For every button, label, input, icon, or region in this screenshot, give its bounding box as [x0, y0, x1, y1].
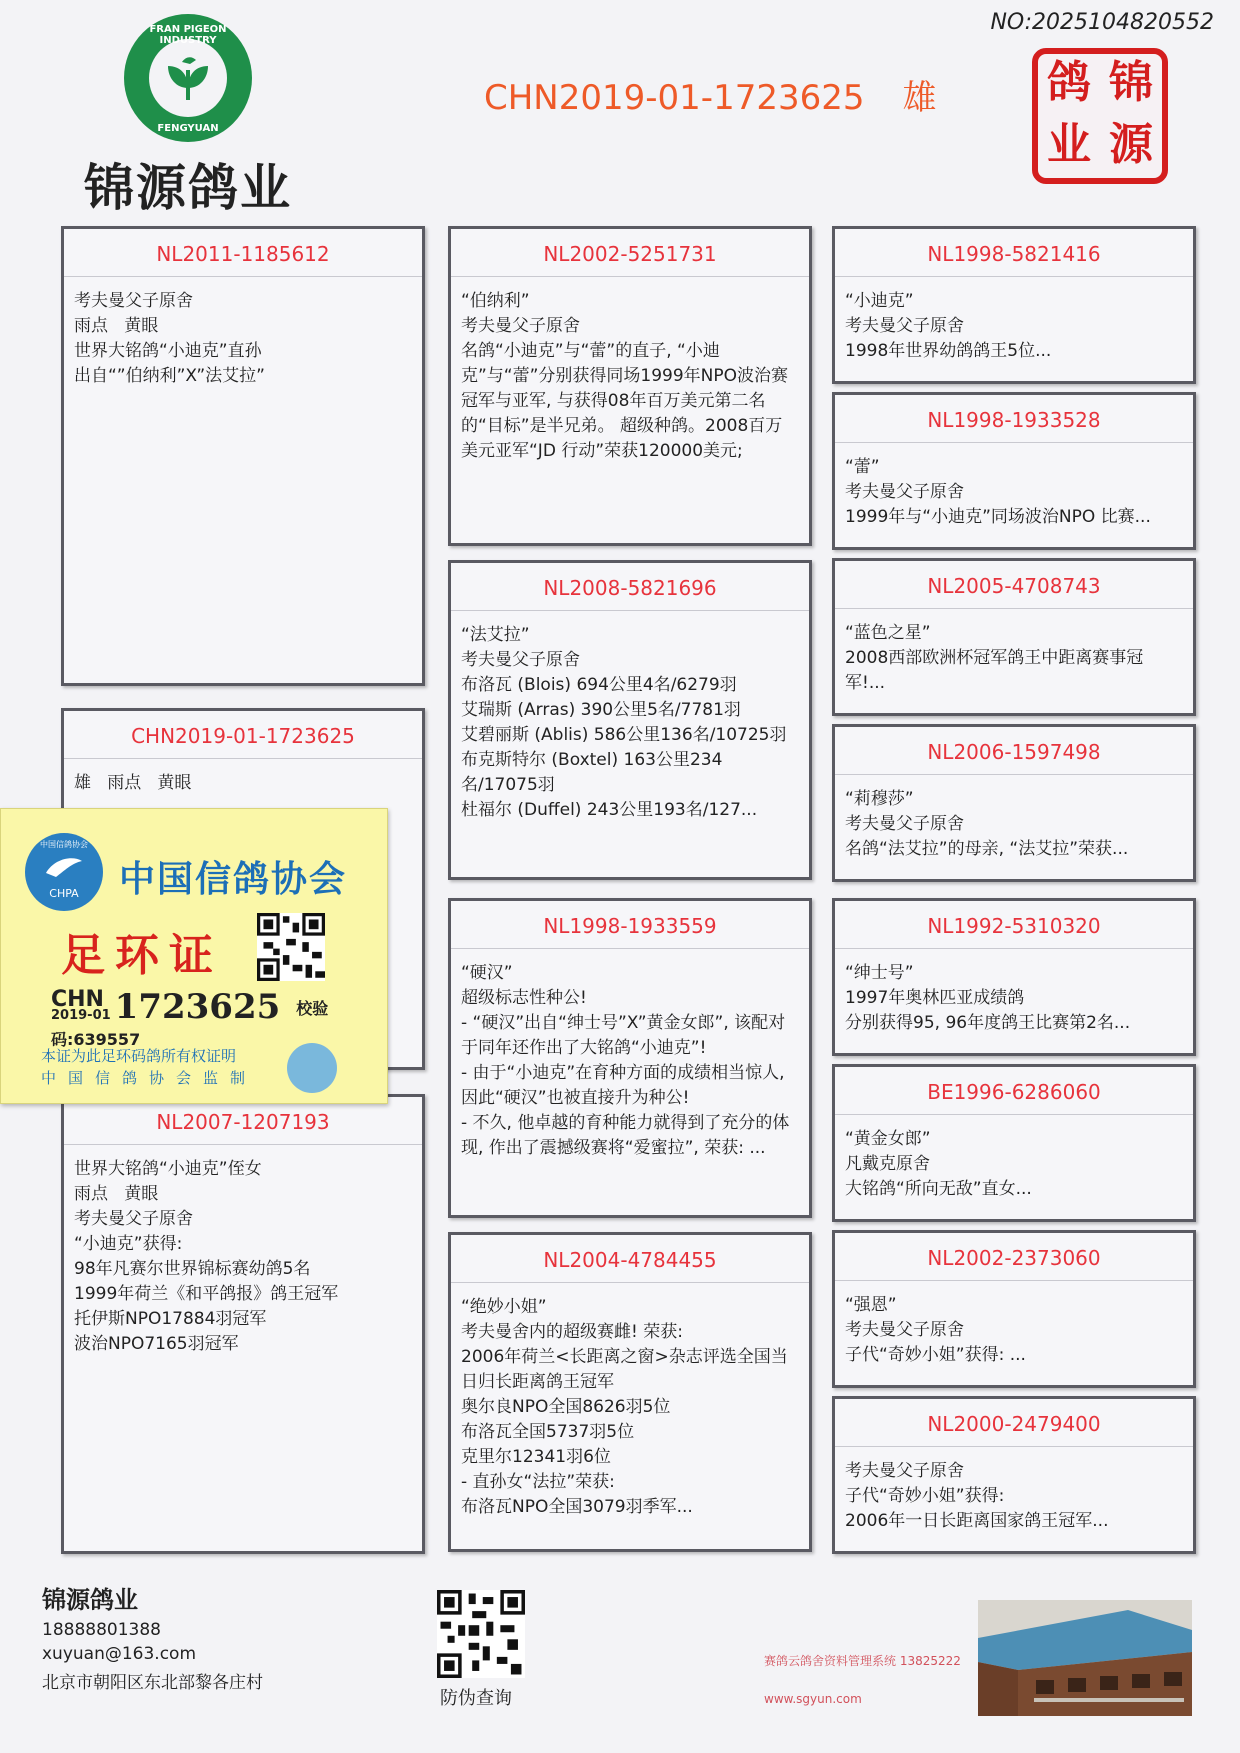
card-ring-number: NL1998-1933528 — [835, 395, 1193, 443]
cert-check-code: 校验码:639557 — [51, 998, 329, 1049]
card-description: 世界大铭鸽“小迪克”侄女 雨点 黄眼 考夫曼父子原舍 “小迪克”获得: 98年凡赛尔世界锦标赛幼鸽5名 1999年荷兰《和平鸽报》鸽王冠军 托伊斯NPO17884羽冠军 波治NPO7165羽冠军 — [74, 1159, 339, 1354]
card-description: “黄金女郎” 凡戴克原舍 大铭鸽“所向无敌”直女... — [845, 1129, 1032, 1199]
subject-ring-number: CHN2019-01-1723625 — [484, 78, 865, 118]
anti-fake-qr-code-icon[interactable] — [437, 1590, 525, 1678]
subject-sex: 雄 — [902, 78, 937, 118]
logo-ring-bottom-text: FENGYUAN — [157, 123, 219, 134]
card-ring-number: NL1992-5310320 — [835, 901, 1193, 949]
pedigree-card-sdd — [832, 724, 1196, 882]
hologram-seal-icon — [287, 1043, 337, 1093]
seal-char-4: 源 — [1109, 119, 1153, 170]
card-ring-number: BE1996-6286060 — [835, 1067, 1193, 1115]
ring-certificate-sticker — [0, 808, 388, 1104]
brand-title: 锦源鸽业 — [84, 159, 292, 217]
red-seal-stamp — [1032, 48, 1168, 184]
cert-ownership-line: 本证为此足环码鸽所有权证明 — [41, 1047, 237, 1065]
seal-char-1: 鸽 — [1047, 57, 1091, 108]
card-ring-number: NL1998-5821416 — [835, 229, 1193, 277]
card-description: “伯纳利” 考夫曼父子原舍 名鸽“小迪克”与“蕾”的直子, “小迪克”与“蕾”分别获得同场1999年NPO波治赛冠军与亚军, 与获得08年百万美元第二名的“目标”是半兄弟。 超级种鸽。2008百万美元亚军“JD 行动”荣获120000美元; — [461, 291, 789, 461]
card-ring-number: CHN2019-01-1723625 — [64, 711, 422, 759]
footer-email: xuyuan@163.com — [42, 1644, 197, 1664]
logo-ring-top-text: FRAN PIGEON INDUSTRY — [149, 24, 227, 46]
cert-title: 足环证 — [61, 930, 223, 981]
cert-ring-prefix — [51, 987, 111, 1023]
card-ring-number: NL2011-1185612 — [64, 229, 422, 277]
footer-brand: 锦源鸽业 — [42, 1586, 138, 1614]
card-ring-number: NL2002-5251731 — [451, 229, 809, 277]
card-ring-number: NL1998-1933559 — [451, 901, 809, 949]
seal-char-3: 业 — [1047, 119, 1091, 170]
card-description: 考夫曼父子原舍 雨点 黄眼 世界大铭鸽“小迪克”直孙 出自“”伯纳利”X”法艾拉” — [74, 291, 265, 386]
company-logo — [124, 14, 252, 142]
anti-fake-query-label: 防伪查询 — [440, 1688, 512, 1709]
card-description: “绅士号” 1997年奥林匹亚成绩鸽 分别获得95, 96年度鸽王比赛第2名... — [845, 963, 1131, 1033]
pedigree-card-dam-dam — [448, 1232, 812, 1552]
footer-address: 北京市朝阳区东北部黎各庄村 — [42, 1673, 263, 1693]
pedigree-card-sire-dam — [448, 560, 812, 880]
document-number: NO:2025104820552 — [990, 10, 1214, 35]
card-ring-number: NL2005-4708743 — [835, 561, 1193, 609]
pedigree-card-ddd — [832, 1396, 1196, 1554]
chpa-pigeon-icon — [25, 833, 103, 911]
cert-ring-year: 2019-01 — [51, 1008, 111, 1023]
cert-qr-code-icon — [257, 913, 325, 981]
card-ring-number: NL2002-2373060 — [835, 1233, 1193, 1281]
pedigree-card-sss — [832, 226, 1196, 384]
pedigree-card-sire-sire — [448, 226, 812, 546]
cert-ring-number-block — [51, 987, 387, 1050]
card-description: “蓝色之星” 2008西部欧洲杯冠军鸽王中距离赛事冠军!... — [845, 623, 1144, 693]
card-description: “强恩” 考夫曼父子原舍 子代“奇妙小姐”获得: ... — [845, 1295, 1026, 1365]
card-description: “绝妙小姐” 考夫曼舍内的超级赛雌! 荣获: 2006年荷兰<长距离之窗>杂志评选全国当日归长距离鸽王冠军 奥尔良NPO全国8626羽5位 布洛瓦全国5737羽5位 克里尔12341羽6位 - 直孙女“法拉”荣获: 布洛瓦NPO全国3079羽季军... — [461, 1297, 788, 1517]
pedigree-card-sds — [832, 558, 1196, 716]
system-url-text: www.sgyun.com — [764, 1692, 862, 1706]
card-description: 考夫曼父子原舍 子代“奇妙小姐”获得: 2006年一日长距离国家鸽王冠军... — [845, 1461, 1109, 1531]
pedigree-card-dam-sire — [448, 898, 812, 1218]
card-description: 雄 雨点 黄眼 — [74, 773, 192, 793]
seal-char-2: 锦 — [1109, 57, 1153, 108]
pedigree-card-dss — [832, 898, 1196, 1056]
subject-ring-title — [484, 70, 937, 119]
cert-ring-country: CHN — [51, 987, 104, 1012]
card-description: “蕾” 考夫曼父子原舍 1999年与“小迪克”同场波治NPO 比赛... — [845, 457, 1151, 527]
cert-org-abbr: CHPA — [49, 887, 79, 900]
cert-org-name: 中国信鸽协会 — [119, 859, 348, 900]
footer-phone: 18888801388 — [42, 1620, 161, 1640]
pedigree-card-ssd — [832, 392, 1196, 550]
card-description: “硬汉” 超级标志性种公! - “硬汉”出自“绅士号”X”黄金女郎”, 该配对于同年还作出了大铭鸽“小迪克”! - 由于“小迪克”在育种方面的成绩相当惊人, 因此“硬汉”也被直接升为种公! - 不久, 他卓越的育种能力就得到了充分的体现, 作出了震撼级赛将“爱蜜拉”, 荣获: ... — [461, 963, 790, 1158]
card-ring-number: NL2004-4784455 — [451, 1235, 809, 1283]
card-ring-number: NL2007-1207193 — [64, 1097, 422, 1145]
cert-supervisor-line: 中国信鸽协会监制 — [41, 1069, 258, 1087]
leaf-icon — [149, 39, 227, 117]
card-description: “法艾拉” 考夫曼父子原舍 布洛瓦 (Blois) 694公里4名/6279羽 艾瑞斯 (Arras) 390公里5名/7781羽 艾碧丽斯 (Ablis) 586公里136名/10725羽 布克斯特尔 (Boxtel) 163公里234名/17075羽 杜福尔 (Duffel) 243公里193名/127... — [461, 625, 787, 820]
system-name-text: 赛鸽云鸽舍资料管理系统 13825222 — [764, 1654, 961, 1668]
cert-ring-number: 1723625 — [114, 987, 281, 1027]
card-ring-number: NL2000-2479400 — [835, 1399, 1193, 1447]
pedigree-card-dam — [61, 1094, 425, 1554]
card-description: “小迪克” 考夫曼父子原舍 1998年世界幼鸽鸽王5位... — [845, 291, 1052, 361]
pedigree-card-sire — [61, 226, 425, 686]
pedigree-card-dds — [832, 1230, 1196, 1388]
card-description: “莉穆莎” 考夫曼父子原舍 名鸽“法艾拉”的母亲, “法艾拉”荣获... — [845, 789, 1129, 859]
card-ring-number: NL2006-1597498 — [835, 727, 1193, 775]
cert-org-mini-text: 中国信鸽协会 — [40, 840, 88, 849]
pedigree-card-dsd — [832, 1064, 1196, 1222]
pigeon-loft-photo — [978, 1600, 1192, 1716]
card-ring-number: NL2008-5821696 — [451, 563, 809, 611]
